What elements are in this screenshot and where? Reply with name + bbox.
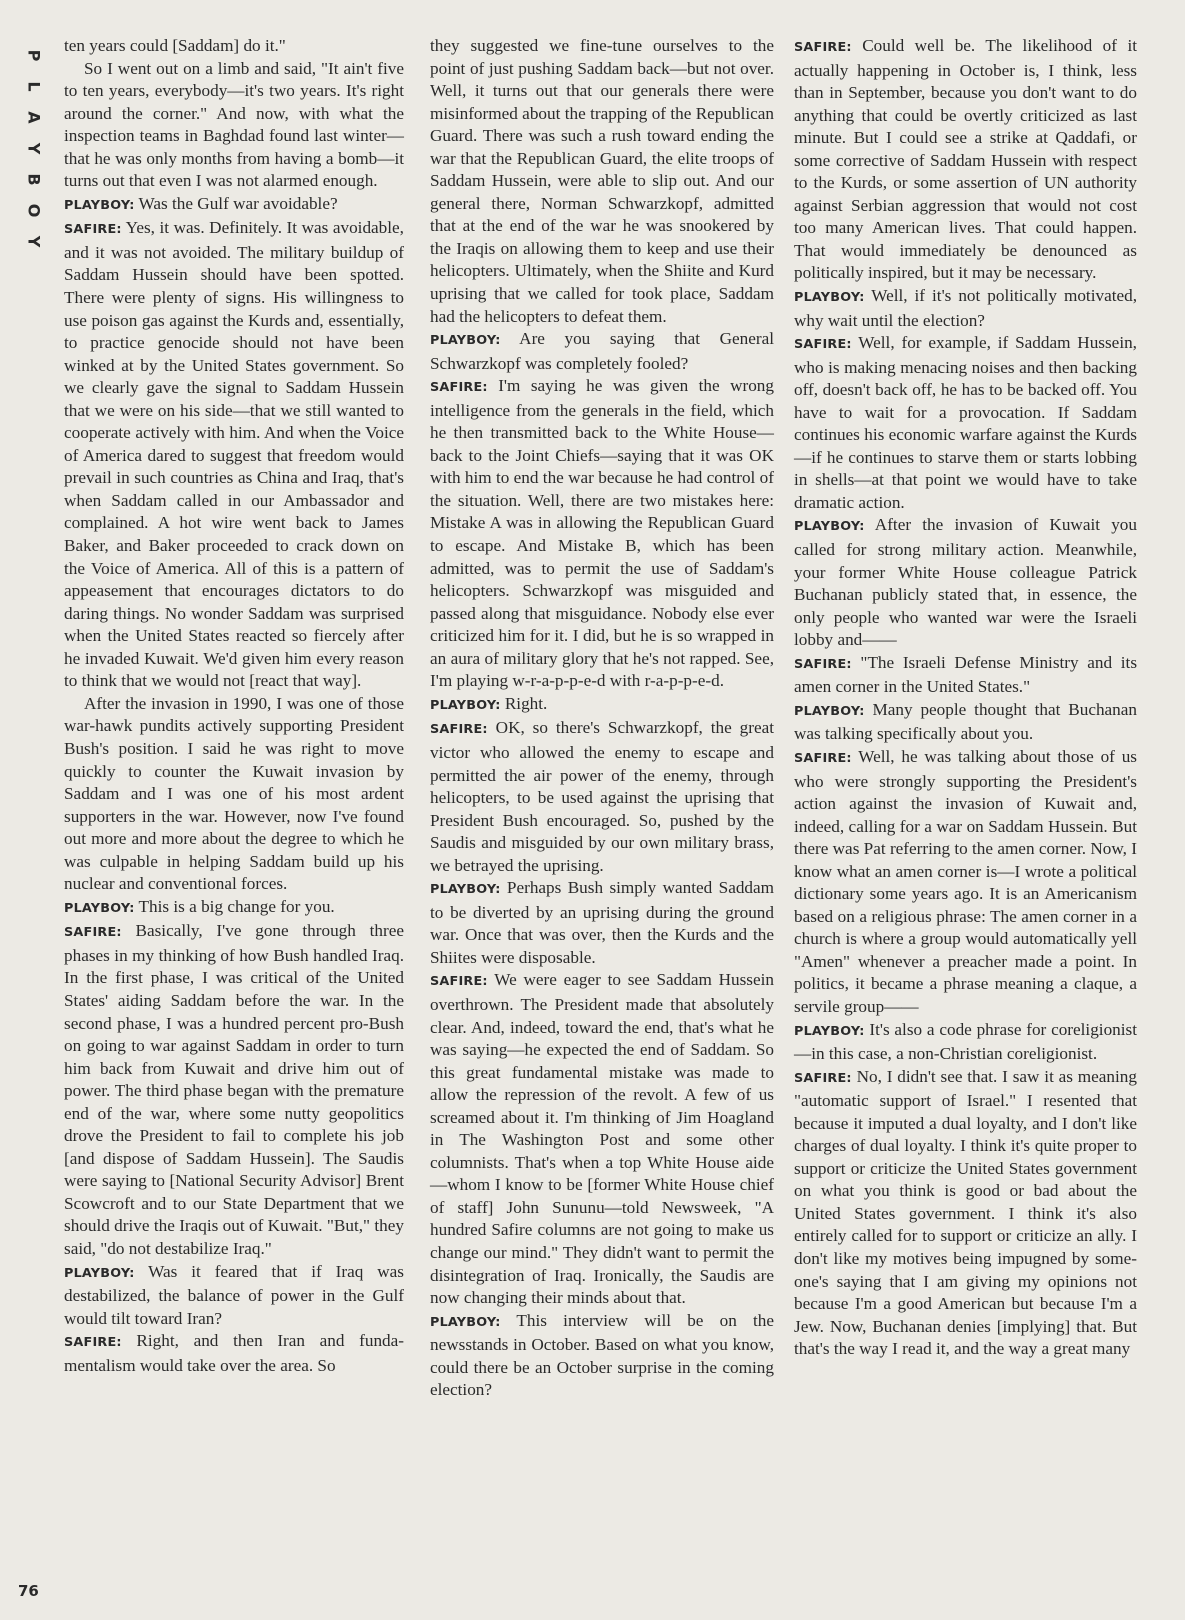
paragraph-text: Are you saying that General Schwarzkopf was completely fooled? bbox=[430, 329, 774, 373]
paragraph-text: Right, and then Iran and fundamentalism would take over the area. So bbox=[64, 1331, 405, 1375]
paragraph bbox=[794, 1066, 1137, 1361]
paragraph-text: Was the Gulf war avoidable? bbox=[138, 193, 338, 213]
paragraph-text: It's also a code phrase for coreligionist—in this case, a non-Christian coreligionist. bbox=[794, 1019, 1138, 1064]
paragraph-text: ten years could [Saddam] do it." bbox=[64, 36, 286, 55]
paragraph-text: So I went out on a limb and said, "It ain't five to ten years, everybody—it's two years. It's right around the corner." And now, with what the inspection teams in Baghdad found last winter—that he was only months from having a bomb—it turns out that even I was not alarmed enough. bbox=[64, 58, 404, 191]
paragraph bbox=[64, 217, 404, 692]
paragraph bbox=[64, 35, 404, 58]
speaker-label: PLAYBOY: bbox=[794, 519, 865, 535]
speaker-label: PLAYBOY: bbox=[64, 900, 135, 916]
paragraph bbox=[430, 717, 774, 877]
paragraph bbox=[64, 920, 404, 1260]
paragraph bbox=[64, 193, 404, 218]
paragraph bbox=[794, 285, 1137, 332]
paragraph-text: Yes, it was. Definitely. It was avoidable, and it was not avoided. The military buildup of Saddam Hussein should have been spotted. There were plenty of signs. His willingness to use poison gas against the Kurds and, essentially, to practice genocide should not have been winked at by the United States government. So we clearly gave the signal to Saddam Hussein that we were on his side—that we still wanted to cooperate actively with him. And when the Voice of America dared to suggest that freedom would prevail in such countries as China and Iraq, that's when Saddam called in our Ambassador and complained. A hot wire went back to James Baker, and Baker proceeded to crack down on the Voice of America. All of this is a pattern of appeasement that encourages dictators to do daring things. No wonder Saddam was surprised when the United States reacted so fiercely after he invaded Kuwait. We'd given him every reason to think that we would not [react that way]. bbox=[64, 218, 404, 691]
speaker-label: PLAYBOY: bbox=[430, 697, 501, 713]
paragraph-text: Perhaps Bush simply wanted Saddam to be diverted by an uprising during the ground war. Once that was over, then the Kurds and the Shiites were disposable. bbox=[430, 878, 775, 967]
speaker-label: SAFIRE: bbox=[794, 337, 852, 353]
paragraph bbox=[794, 1019, 1137, 1066]
speaker-label: PLAYBOY: bbox=[430, 333, 501, 349]
paragraph-text: Well, he was talking about those of us who were strongly supporting the President's action against the invasion of Kuwait and, indeed, calling for a war on Saddam Hussein. But there was Pat referring to the amen corner. Now, I know what an amen corner is—I wrote a political dictionary some years ago. It is an Americanism based on a religious phrase: The amen corner in a church is where a group would automatically yell "Amen" whenever a preacher made a point. In politics, it became a phrase meaning a claque, a servile group—— bbox=[794, 746, 1137, 1016]
paragraph-text: After the invasion in 1990, I was one of those war-hawk pundits actively supporting President Bush's position. I said he was right to move quickly to counter the Kuwait invasion by Saddam and I was one of his most ardent supporters in the war. However, now I've found out more and more about the degree to which he was culpable in helping Saddam build up his nuclear and conventional forces. bbox=[64, 693, 404, 894]
paragraph-text: Basically, I've gone through three phases in my thinking of how Bush handled Iraq. In the first phase, I was critical of the United States' aiding Saddam before the war. In the second phase, I was a hundred percent pro-Bush on going to war against Saddam in order to turn him back from Kuwait and drive him out of power. The third phase began with the premature end of the war, where some nutty geopolitics drove the President to fail to complete his job [and dispose of Saddam Hussein]. The Saudis were saying to [National Security Advisor] Brent Scowcroft and to our State Department that we should drive the Iraqis out of Kuwait. "But," they said, "do not destabilize Iraq." bbox=[64, 921, 404, 1258]
paragraph bbox=[430, 1310, 774, 1402]
text-column-3 bbox=[794, 35, 1137, 1361]
paragraph-text: "The Israeli Defense Ministry and its amen corner in the United States." bbox=[794, 652, 1138, 697]
side-label-letter: A bbox=[24, 111, 44, 124]
paragraph bbox=[794, 699, 1137, 746]
speaker-label: SAFIRE: bbox=[64, 925, 122, 941]
speaker-label: SAFIRE: bbox=[794, 40, 852, 55]
paragraph bbox=[64, 1261, 404, 1331]
speaker-label: PLAYBOY: bbox=[794, 290, 865, 306]
paragraph-text: Well, for example, if Saddam Hussein, who is making menacing noises and then backing off, doesn't back off, he has to be backed off. You have to wait for a provocation. If Saddam continues his economic warfare against the Kurds—if he continues to starve them or starts lobbing in shells—at that point we would have to take dramatic action. bbox=[794, 333, 1137, 512]
paragraph bbox=[430, 877, 774, 969]
magazine-side-label bbox=[21, 40, 47, 257]
speaker-label: PLAYBOY: bbox=[430, 882, 501, 898]
speaker-label: PLAYBOY: bbox=[64, 197, 135, 213]
paragraph bbox=[430, 375, 774, 693]
paragraph bbox=[430, 328, 774, 375]
paragraph-text: Right. bbox=[504, 693, 548, 713]
speaker-label: PLAYBOY: bbox=[794, 1023, 865, 1039]
paragraph bbox=[794, 746, 1137, 1019]
paragraph-text: Many people thought that Buchanan was talking specifically about you. bbox=[794, 699, 1137, 744]
paragraph-text: Could well be. The likelihood of it actually happening in October is, I think, less than in September, because you don't want to do anything that could be overtly criticized as last minute. But I could see a strike at Qaddafi, or some corrective of Saddam Hussein with respect to the Kurds, or some assertion of UN authority against Serbian aggression that would not cost too many American lives. That could happen. That would immediately be denounced as politically inspired, but it may be necessary. bbox=[794, 36, 1138, 283]
paragraph-text: OK, so there's Schwarzkopf, the great victor who allowed the enemy to escape and permitted the air power of the enemy, through helicopters, to be used against the uprising that President Bush encouraged. So, pushed by the Saudis and misguided by our own military brass, we betrayed the uprising. bbox=[430, 718, 774, 875]
paragraph-text: they suggested we fine-tune ourselves to the point of just pushing Saddam back—but not over. Well, it turns out that our generals there were misinformed about the trapping of the Republican Guard. There was such a rush toward ending the war that the Republican Guard, the elite troops of Saddam Hussein, were able to slip out. And our general there, Norman Schwarzkopf, admitted that at the end of the war he was snookered by the Iraqis on allowing them to keep and use their helicopters. Ultimately, when the Shiite and Kurd uprising that we called for took place, Saddam had the helicopters to defeat them. bbox=[430, 36, 774, 326]
page-number: 76 bbox=[18, 1582, 39, 1600]
paragraph bbox=[794, 652, 1137, 699]
speaker-label: SAFIRE: bbox=[430, 974, 488, 990]
paragraph bbox=[794, 332, 1137, 514]
side-label-letter: Y bbox=[24, 142, 44, 155]
paragraph bbox=[64, 896, 404, 921]
speaker-label: SAFIRE: bbox=[794, 1070, 852, 1086]
text-column-2 bbox=[430, 35, 774, 1402]
paragraph-text: After the invasion of Kuwait you called for strong military action. Meanwhile, your former White House colleague Patrick Buchanan publicly stated that, in essence, the only people who wanted war were the Israeli lobby and—— bbox=[794, 515, 1137, 650]
speaker-label: SAFIRE: bbox=[794, 750, 852, 766]
speaker-label: PLAYBOY: bbox=[64, 1265, 135, 1281]
speaker-label: PLAYBOY: bbox=[430, 1314, 501, 1330]
paragraph-text: Was it feared that if Iraq was destabilized, the balance of power in the Gulf would tilt toward Iran? bbox=[64, 1261, 404, 1328]
paragraph bbox=[430, 35, 774, 328]
side-label-letter: Y bbox=[24, 235, 44, 248]
speaker-label: SAFIRE: bbox=[430, 722, 488, 738]
speaker-label: SAFIRE: bbox=[64, 1335, 122, 1351]
paragraph bbox=[64, 693, 404, 896]
paragraph-text: We were eager to see Saddam Hussein overthrown. The President made that absolutely clear. And, indeed, toward the end, that's what he was saying—he expected the end of Saddam. So this great fundamental mistake was made to allow the repression of the revolt. A few of us screamed about it. I'm thinking of Jim Hoagland in The Washington Post and some other columnists. That's when a top White House aide—whom I know to be [former White House chief of staff] John Sununu—told Newsweek, "A hundred Safire columns are not going to make us change our mind." They didn't want to permit the disintegration of Iraq. Ironically, the Saudis are now changing their minds about that. bbox=[430, 970, 774, 1308]
paragraph-text: Well, if it's not politically motivated, why wait until the election? bbox=[794, 286, 1137, 330]
speaker-label: PLAYBOY: bbox=[794, 703, 865, 719]
text-column-1 bbox=[64, 35, 404, 1377]
paragraph bbox=[794, 514, 1137, 651]
paragraph-text: This is a big change for you. bbox=[138, 896, 335, 916]
paragraph-text: I'm saying he was given the wrong intelligence from the generals in the field, which he then transmitted back to the White House—back to the Joint Chiefs—saying that it was OK with him to end the war because he had control of the situation. Well, there are two mistakes here: Mistake A was in allowing the Republican Guard to escape. And Mistake B, which has been admitted, was to permit the use of Saddam's helicopters. Schwarzkopf was misguided and passed along that misguidance. Nobody else ever criticized him for it. I did, but he is so wrapped in an aura of military glory that he's not rapped. See, I'm playing w-r-a-p-p-e-d with r-a-p-p-e-d. bbox=[430, 376, 774, 691]
paragraph bbox=[430, 969, 774, 1309]
speaker-label: SAFIRE: bbox=[64, 222, 122, 238]
paragraph bbox=[64, 58, 404, 193]
paragraph bbox=[430, 693, 774, 718]
side-label-letter: B bbox=[24, 173, 44, 186]
side-label-letter: O bbox=[24, 203, 44, 218]
speaker-label: SAFIRE: bbox=[794, 656, 852, 672]
paragraph-text: No, I didn't see that. I saw it as meaning "automatic support of Israel." I resented that because it imputed a dual loyalty, and I don't like charges of dual loyalty. I think it's quite proper to support or criticize the United States government on what you think is good or bad about the United States government. I think it's also entirely called for to support or criticize an ally. I don't like my motives being impugned by someone's saying that I am giving my opinions not because I'm a good American but because I'm a Jew. Now, Buchanan denies [implying] that. But that's the way I read it, and the way a great many bbox=[794, 1066, 1137, 1359]
paragraph bbox=[64, 1330, 404, 1377]
side-label-letter: P bbox=[24, 49, 44, 62]
paragraph-text: This interview will be on the newsstands in October. Based on what you know, could there be an October surprise in the coming election? bbox=[430, 1310, 774, 1400]
side-label-letter: L bbox=[24, 81, 44, 92]
paragraph bbox=[794, 35, 1137, 285]
speaker-label: SAFIRE: bbox=[430, 380, 488, 396]
